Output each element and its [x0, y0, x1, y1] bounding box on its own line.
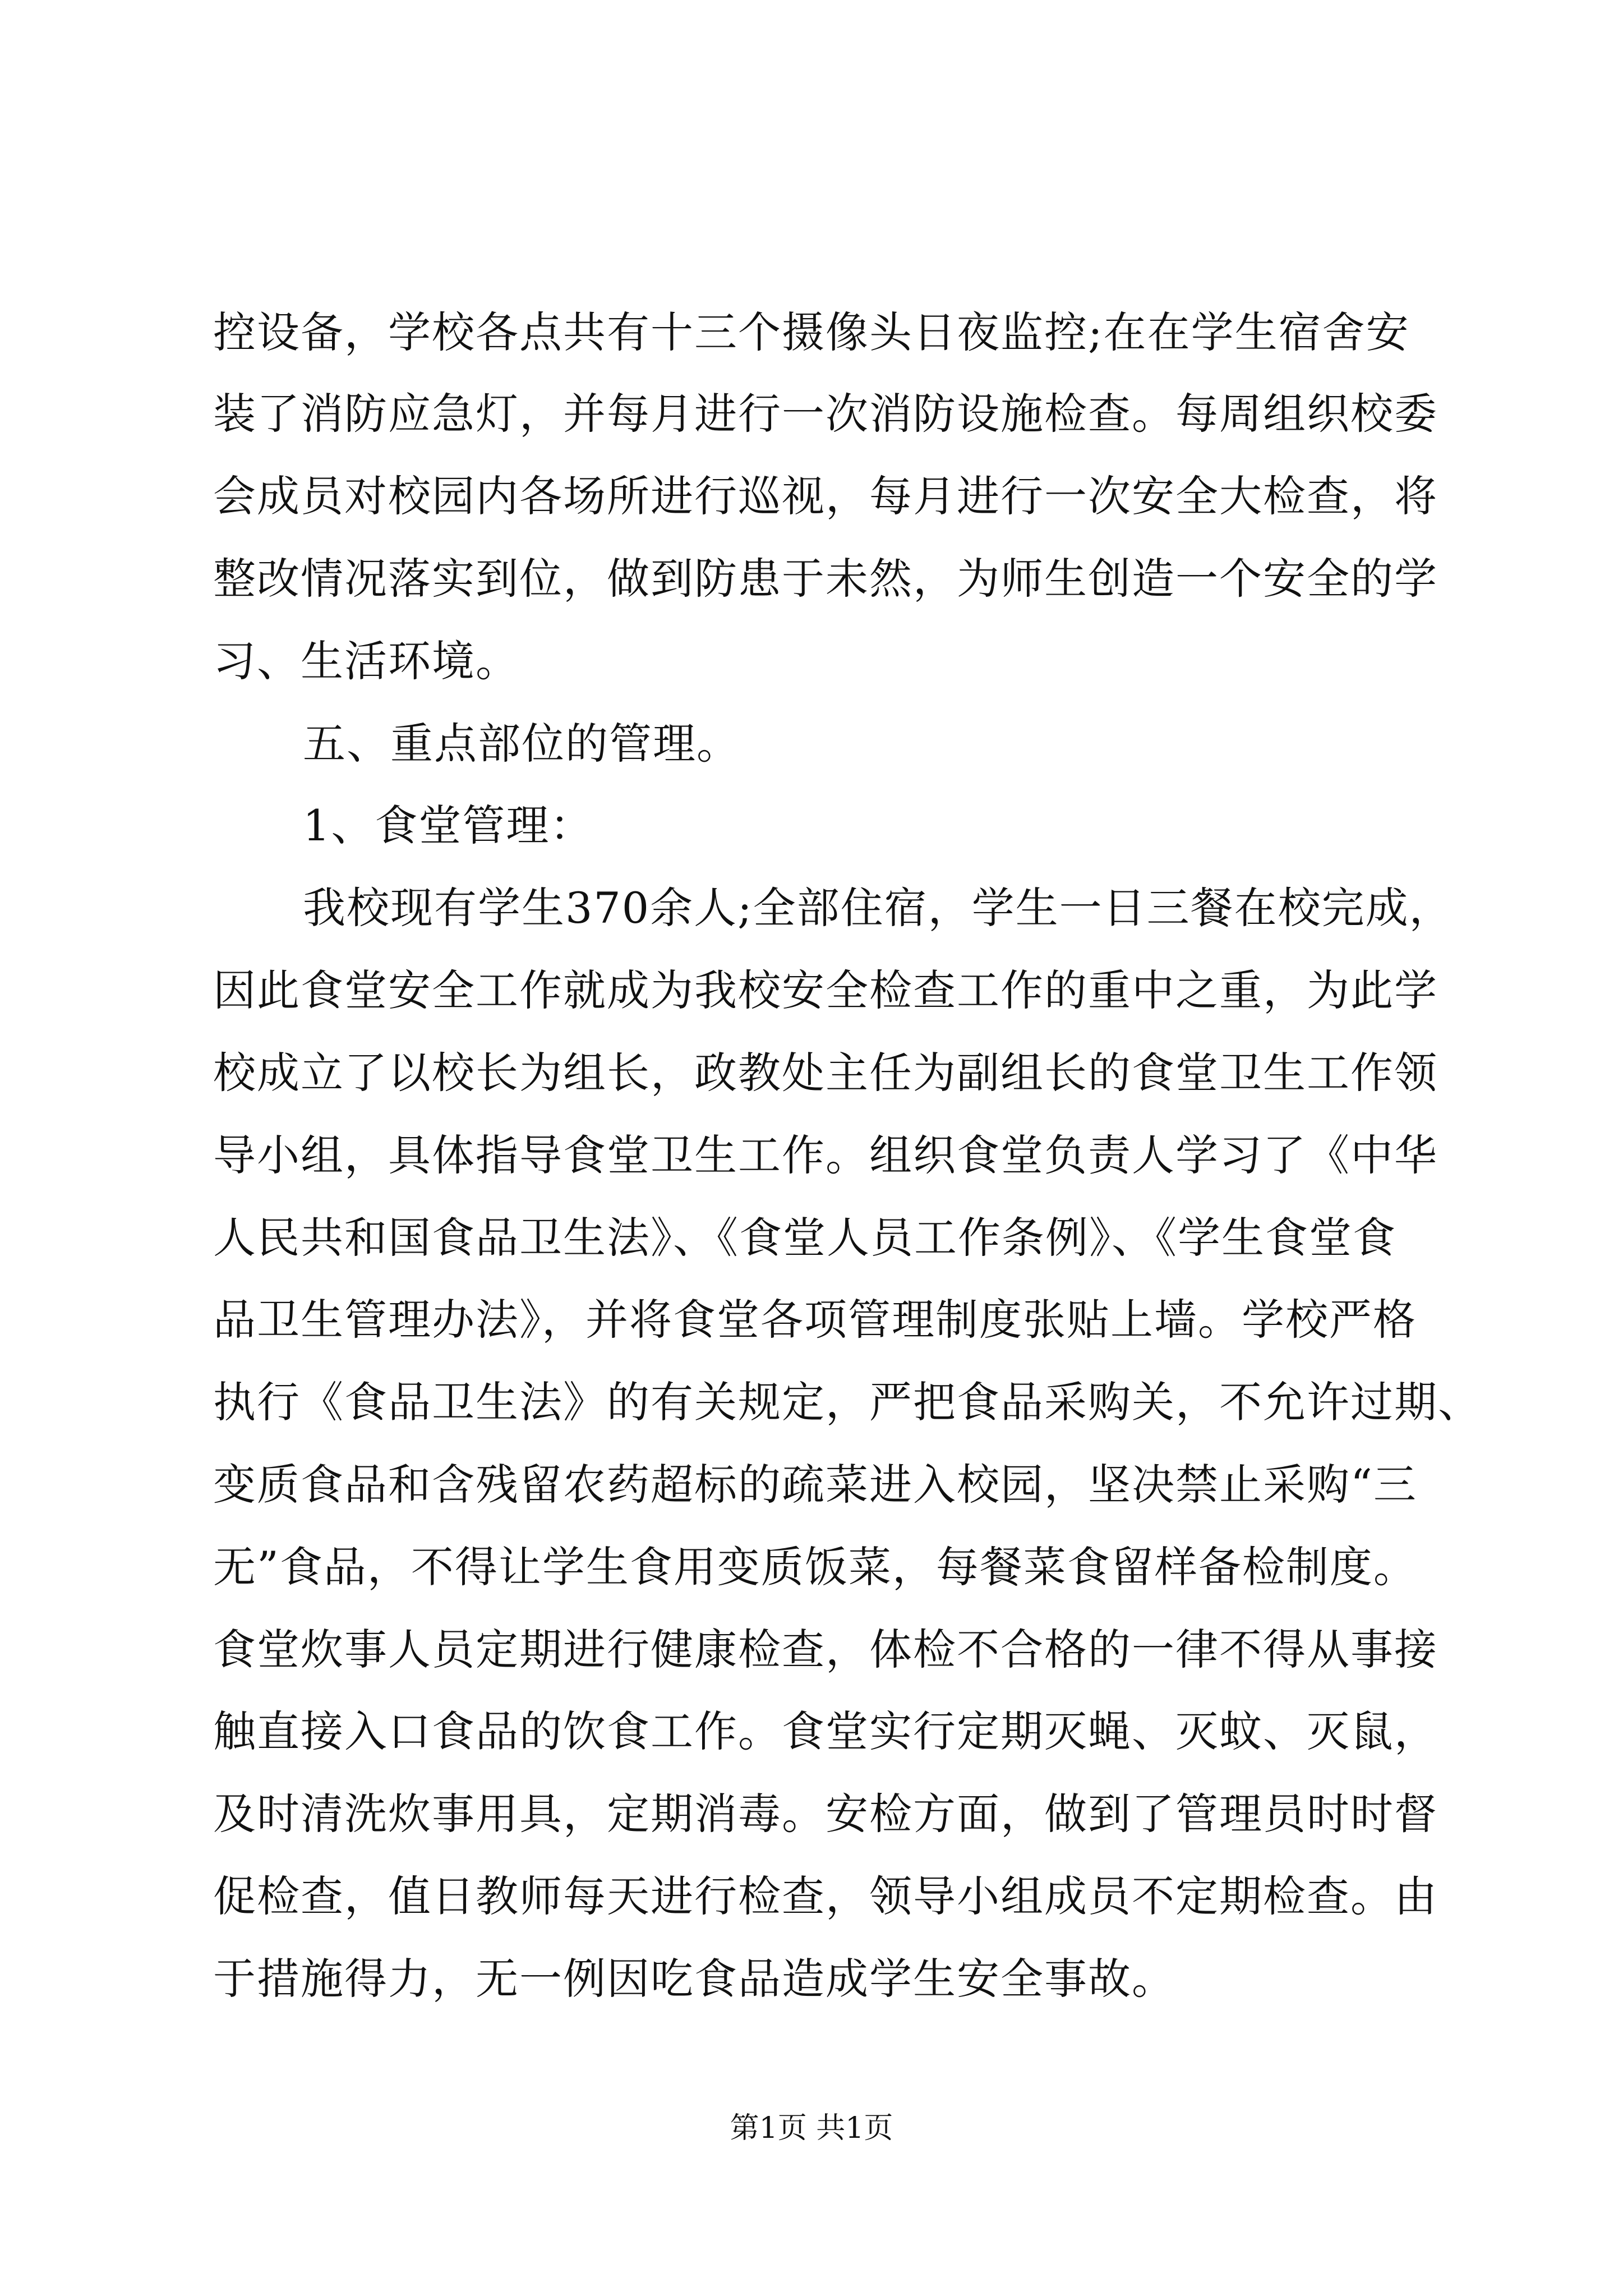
body-text-line: 于措施得力，无一例因吃食品造成学生安全事故。 [213, 1954, 1175, 2004]
body-text-line: 导小组，具体指导食堂卫生工作。组织食堂负责人学习了《中华 [213, 1130, 1438, 1180]
body-text-line: 整改情况落实到位，做到防患于未然，为师生创造一个安全的学 [213, 554, 1438, 604]
subsection-heading: 1、食堂管理： [303, 800, 594, 850]
body-text-line: 及时清洗炊事用具，定期消毒。安检方面，做到了管理员时时督 [213, 1789, 1438, 1839]
body-text-line: 校成立了以校长为组长，政教处主任为副组长的食堂卫生工作领 [213, 1048, 1438, 1098]
body-text-line: 我校现有学生370余人;全部住宿，学生一日三餐在校完成， [303, 883, 1453, 933]
body-text-line: 食堂炊事人员定期进行健康检查，体检不合格的一律不得从事接 [213, 1625, 1438, 1674]
body-text-line: 习、生活环境。 [213, 636, 519, 686]
body-text-line: 会成员对校园内各场所进行巡视，每月进行一次安全大检查，将 [213, 471, 1438, 521]
page-number-footer: 第1页 共1页 [730, 2111, 893, 2145]
body-text-line: 执行《食品卫生法》的有关规定，严把食品采购关，不允许过期、 [213, 1377, 1482, 1427]
body-text-line: 品卫生管理办法》，并将食堂各项管理制度张贴上墙。学校严格 [213, 1295, 1417, 1345]
body-text-line: 触直接入口食品的饮食工作。食堂实行定期灭蝇、灭蚊、灭鼠， [213, 1706, 1438, 1756]
body-text-line: 促检查，值日教师每天进行检查，领导小组成员不定期检查。由 [213, 1871, 1438, 1921]
body-text-line: 变质食品和含残留农药超标的疏菜进入校园，坚决禁止采购“三 [213, 1460, 1417, 1510]
body-text-line: 装了消防应急灯，并每月进行一次消防设施检查。每周组织校委 [213, 389, 1438, 439]
body-text-line: 控设备，学校各点共有十三个摄像头日夜监控;在在学生宿舍安 [213, 307, 1410, 357]
body-text-line: 因此食堂安全工作就成为我校安全检查工作的重中之重，为此学 [213, 965, 1438, 1015]
section-heading: 五、重点部位的管理。 [303, 719, 740, 769]
body-text-line: 无”食品，不得让学生食用变质饭菜，每餐菜食留样备检制度。 [213, 1542, 1417, 1592]
body-text-line: 人民共和国食品卫生法》、《食堂人员工作条例》、《学生食堂食 [213, 1213, 1396, 1263]
